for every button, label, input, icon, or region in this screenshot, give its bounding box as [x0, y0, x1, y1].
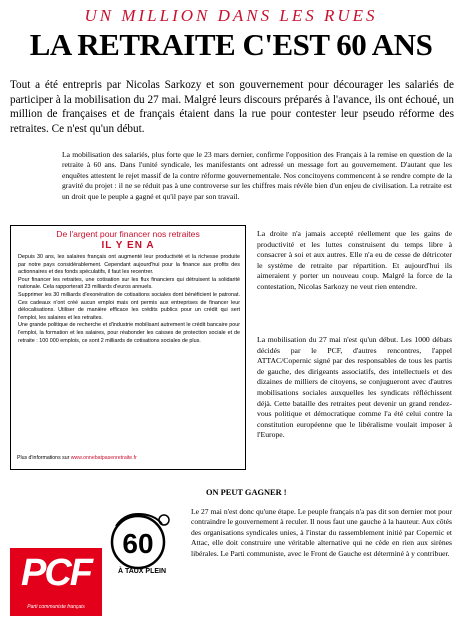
right-column-paragraph-2: La mobilisation du 27 mai n'est qu'un début. Les 1000 débats décidés par le PCF, d'autres rencontres, l'appel ATTAC/Copernic signé par des responsables de tous les partis de gauche, des dirigeants associatifs, des intellectuels et des dizaines de milliers de citoyens, se conjugueront avec d'autres mobilisations sociales auxquelles les syndicats réfléchissent déjà. Cette bataille des retraites peut devenir un grand rendez-vous politique et démocratique comme l'a été celui contre la constitution européenne que le libéralisme voulait imposer à l'Europe.	[257, 335, 452, 440]
box-paragraph: Depuis 30 ans, les salaires français ont augmenté leur productivité et la richesse produite par notre pays considérablement. Cependant aujourd'hui pour la finance aux profits des actionnaires et des fonds spéculatifs, il faut les recentrer.	[18, 254, 240, 276]
box-paragraph: Pour financer les retraites, une cotisation sur les flux financiers qui détruisent la solidarité nationale. Cela rapporterait 23 milliards d'euros annuels.	[18, 276, 240, 291]
box-title: De l'argent pour financer nos retraites	[56, 229, 200, 239]
kicker: UN MILLION DANS LES RUES	[84, 6, 378, 25]
sixty-logo-icon	[104, 508, 180, 572]
headline: LA RETRAITE C'EST 60 ANS	[29, 27, 433, 62]
sixty-logo-number: 60	[122, 528, 154, 559]
right-column-paragraph-1: La droite n'a jamais accepté réellement que les gains de productivité et les luttes construisent du temps libre à consacrer à soi et aux autres. Elle n'a eu de cesse de détricoter le système de retraite par répartition. Et aujourd'hui ils aimeraient y porter un nouveau coup. Malgré la force de la contestation, Nicolas Sarkozy ne veut rien entendre.	[257, 229, 452, 291]
pcf-logo-name: PCF	[21, 552, 91, 594]
pcf-logo-subtitle: Parti communiste français	[27, 604, 85, 610]
financing-box	[10, 225, 246, 470]
box-body	[18, 254, 240, 345]
box-footer-link[interactable]: www.onnebatpasenretraite.fr	[70, 455, 137, 461]
section-heading: ON PEUT GAGNER !	[206, 488, 287, 497]
box-paragraph: Une grande politique de recherche et d'industrie mobilisant autrement le crédit bancaire pour l'emploi, la formation et les salaires, pour réabonder les caisses de protection sociale et de retraite : 100 000 emplois, ce sont 2 milliards de cotisations sociales de plus.	[18, 322, 240, 344]
box-paragraph: Supprimer les 30 milliards d'exonération de cotisations sociales dont bénéficient le patronat. Ces cadeaux n'ont créé aucun emploi mais ont permis aux entreprises de financer leur délocalisations. Utiliser de manière efficace les crédits publics pour un crédit qui sert l'emploi, les salaires et les retraites.	[18, 291, 240, 321]
intro-paragraph: Tout a été entrepris par Nicolas Sarkozy et son gouvernement pour décourager les salariés de participer à la mobilisation du 27 mai. Malgré leurs discours préparés à l'avance, ils ont échoué, un million de françaises et de français étaient dans la rue pour contester leur pseudo réforme des retraites. Ce n'est qu'un début.	[10, 79, 454, 135]
final-paragraph: Le 27 mai n'est donc qu'une étape. Le peuple français n'a pas dit son dernier mot pour contraindre le gouvernement à reculer. Il nous faut une gauche à la hauteur. Aux côtés des organisations syndicales unies, à l'instar du rassemblement initié par Copernic et Attac, elle doit construire une véritable alternative qui ne cède en rien aux sirènes libérales. Le Parti communiste, avec le Front de Gauche est déterminé à y contribuer.	[191, 507, 452, 558]
box-footer-label: Plus d'informations sur	[17, 455, 70, 461]
pcf-logo	[10, 548, 102, 616]
box-footer	[17, 455, 243, 461]
box-subtitle: IL Y EN A	[101, 240, 155, 251]
sixty-logo-caption: À TAUX PLEIN	[117, 568, 167, 575]
mobilisation-paragraph: La mobilisation des salariés, plus forte que le 23 mars dernier, confirme l'opposition des Français à la remise en question de la retraite à 60 ans. Dans l'unité syndicale, les manifestants ont adressé un message fort au gouvernement. D'autant que les enquêtes attestent le rejet massif de la contre réforme gouvernementale. Nos concitoyens commencent à se rendre compte de la gravité du projet : il ne se réduit pas à une controverse sur les chiffres mais révèle bien d'un enjeu de civilisation. La retraite est un droit que le peuple a gagné et qu'il paye par son travail.	[62, 150, 452, 201]
